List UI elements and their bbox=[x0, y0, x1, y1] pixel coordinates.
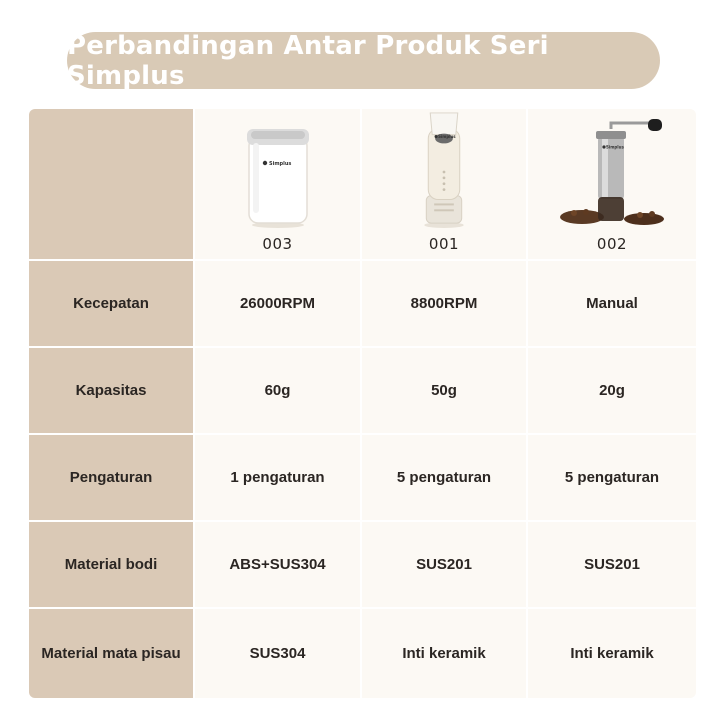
product-code: 003 bbox=[262, 235, 293, 253]
cell-material-mata-pisau-001: Inti keramik bbox=[362, 609, 528, 698]
product-003-header bbox=[195, 109, 362, 261]
cell-material-mata-pisau-002: Inti keramik bbox=[528, 609, 696, 698]
cell-material-mata-pisau-003: SUS304 bbox=[195, 609, 362, 698]
manual-hand-grinder-icon bbox=[552, 117, 672, 229]
comparison-table bbox=[29, 109, 696, 698]
title-banner bbox=[67, 32, 660, 89]
cell-material-bodi-002: SUS201 bbox=[528, 522, 696, 609]
product-code: 001 bbox=[428, 235, 460, 253]
white-electric-grinder-icon bbox=[243, 123, 313, 229]
svg-text:Simplus: Simplus bbox=[438, 134, 456, 140]
cell-kapasitas-003: 60g bbox=[195, 348, 362, 435]
cell-kapasitas-002: 20g bbox=[528, 348, 696, 435]
cell-material-bodi-001: SUS201 bbox=[362, 522, 528, 609]
row-label-kecepatan: Kecepatan bbox=[29, 261, 195, 348]
cell-material-bodi-003: ABS+SUS304 bbox=[195, 522, 362, 609]
header-corner-cell bbox=[29, 109, 195, 261]
product-001-header bbox=[362, 109, 528, 261]
cream-cordless-grinder-icon bbox=[416, 109, 472, 229]
product-002-header bbox=[528, 109, 696, 261]
product-code: 002 bbox=[596, 235, 628, 253]
svg-text:Simplus: Simplus bbox=[606, 144, 624, 150]
row-label-kapasitas: Kapasitas bbox=[29, 348, 195, 435]
cell-pengaturan-002: 5 pengaturan bbox=[528, 435, 696, 522]
cell-pengaturan-001: 5 pengaturan bbox=[362, 435, 528, 522]
row-label-material-mata-pisau: Material mata pisau bbox=[29, 609, 195, 698]
cell-kapasitas-001: 50g bbox=[362, 348, 528, 435]
svg-text:Simplus: Simplus bbox=[268, 161, 291, 167]
row-label-pengaturan: Pengaturan bbox=[29, 435, 195, 522]
cell-kecepatan-003: 26000RPM bbox=[195, 261, 362, 348]
cell-kecepatan-001: 8800RPM bbox=[362, 261, 528, 348]
cell-pengaturan-003: 1 pengaturan bbox=[195, 435, 362, 522]
cell-kecepatan-002: Manual bbox=[528, 261, 696, 348]
row-label-material-bodi: Material bodi bbox=[29, 522, 195, 609]
page-title: Perbandingan Antar Produk Seri Simplus bbox=[67, 30, 549, 91]
